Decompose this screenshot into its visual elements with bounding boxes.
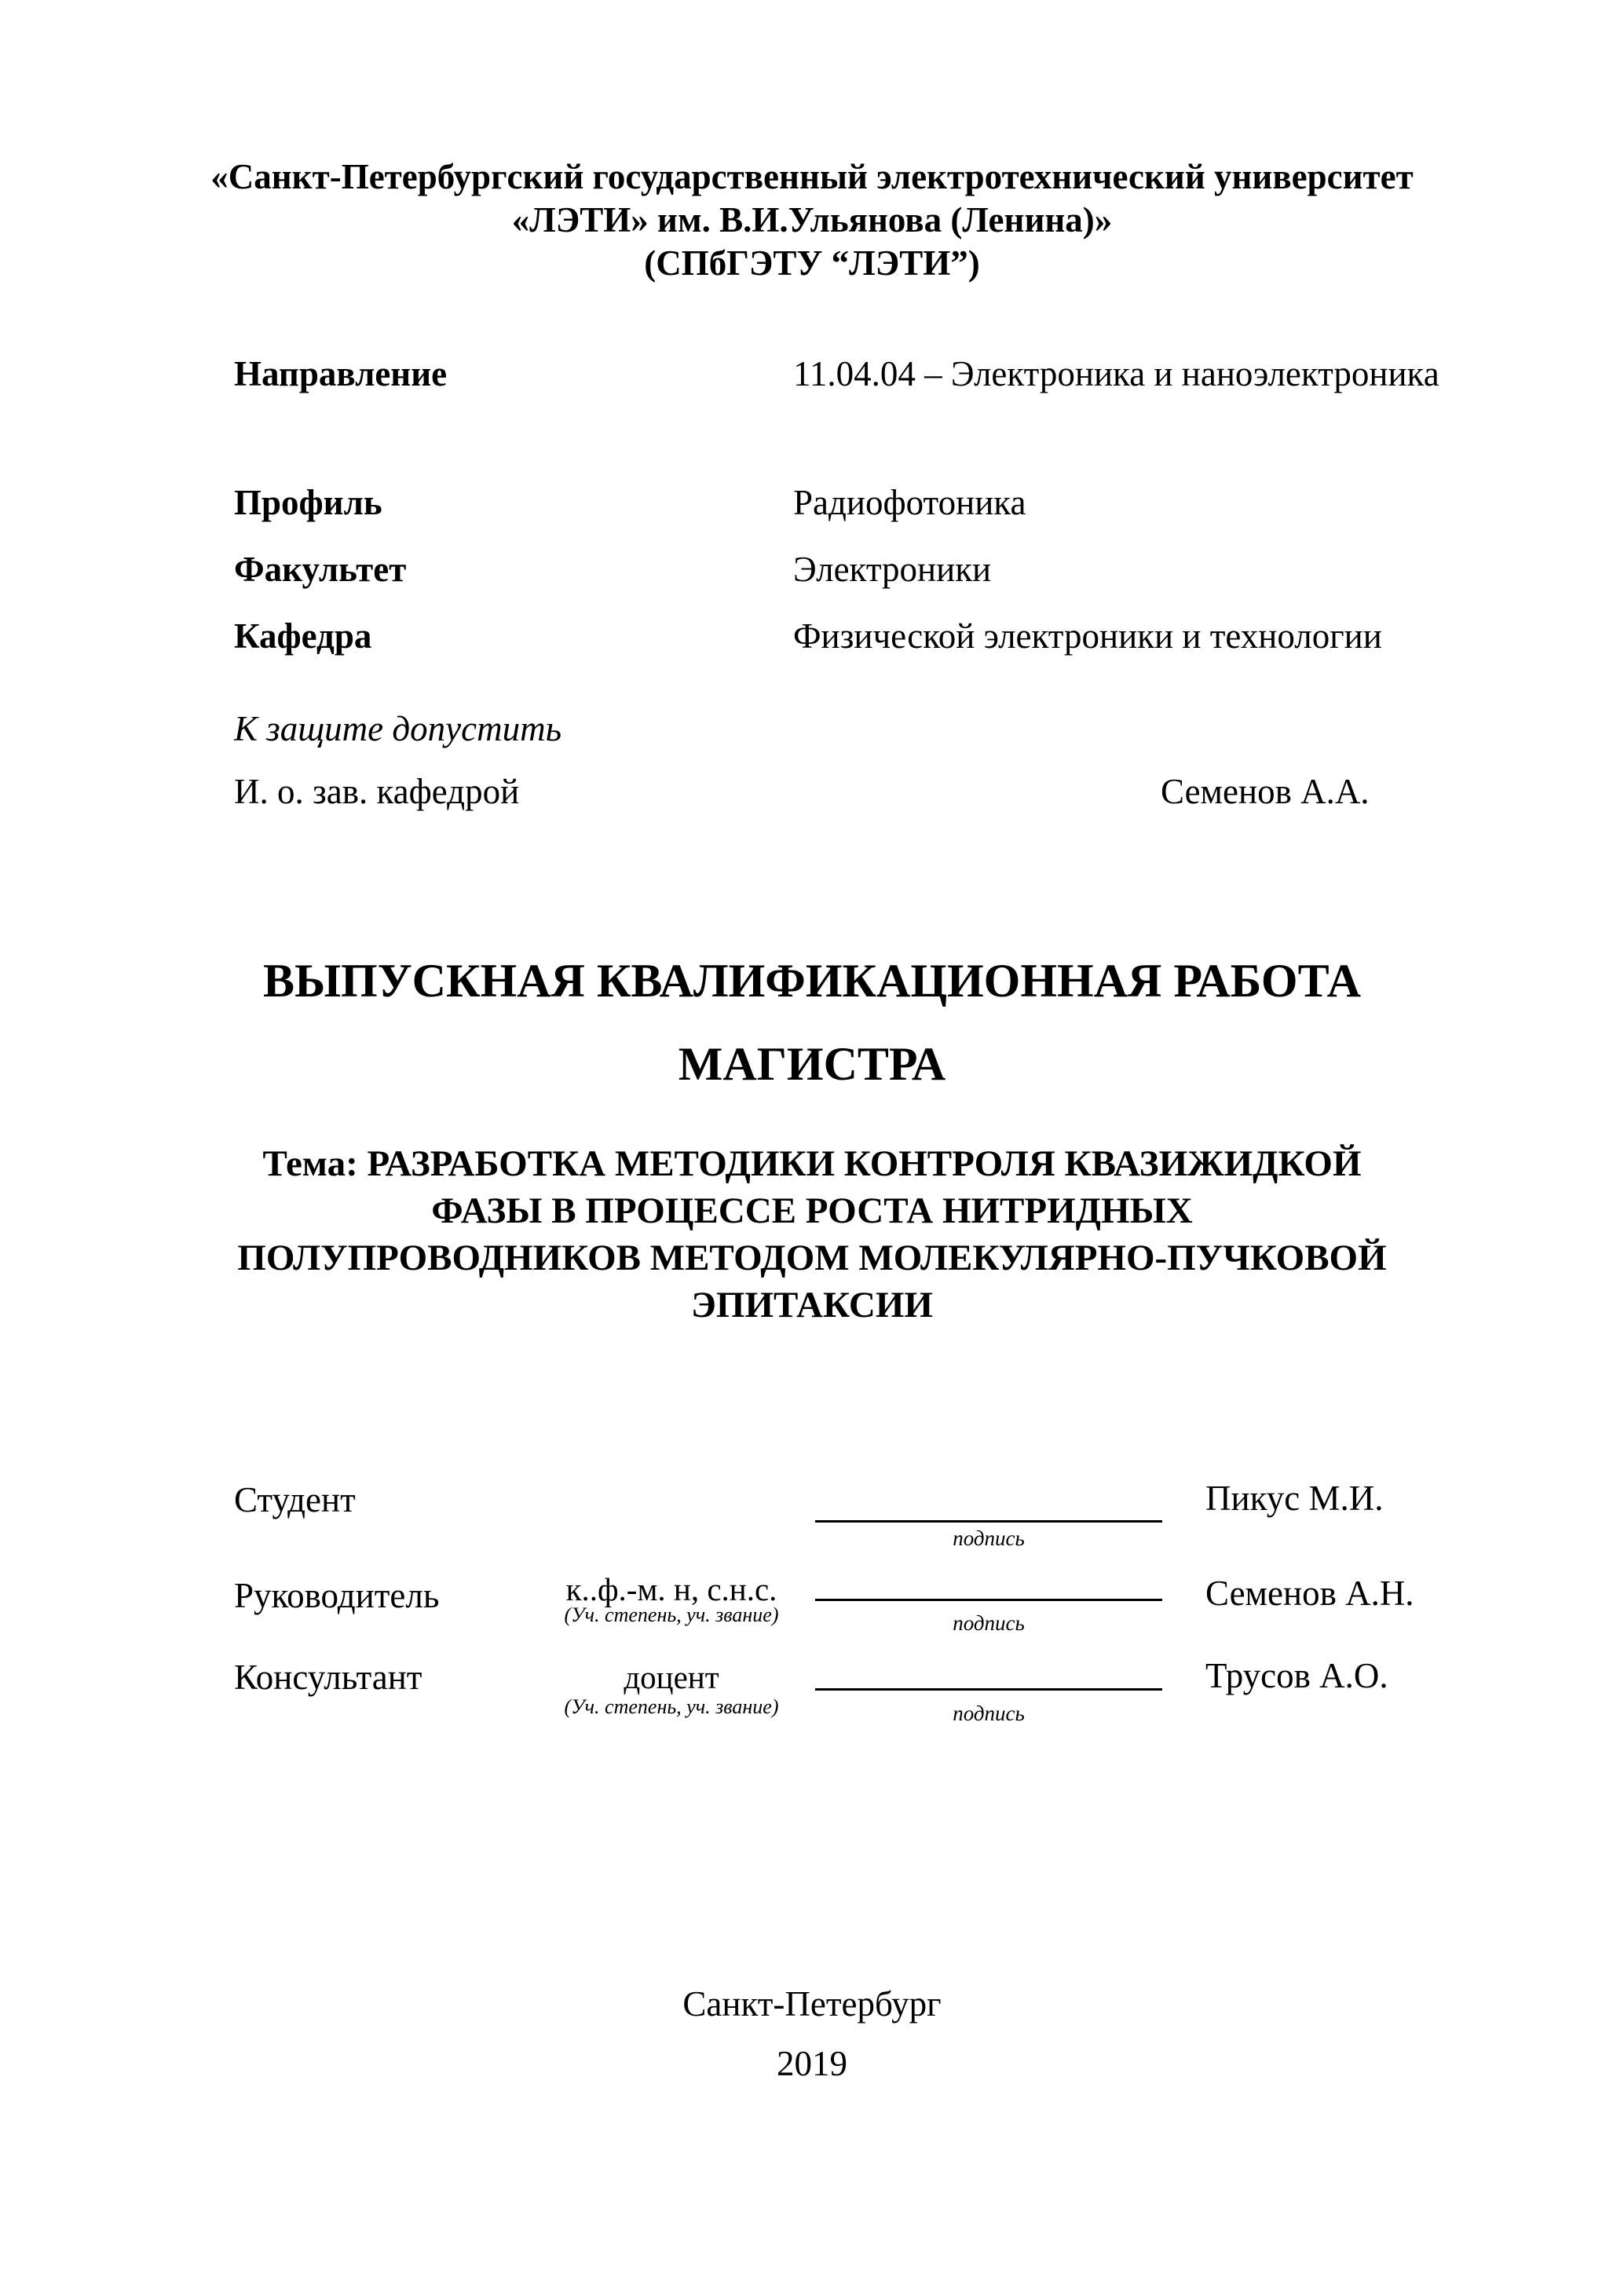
thesis-theme	[0, 1140, 1624, 1329]
theme-line-4: ЭПИТАКСИИ	[691, 1285, 933, 1325]
signature-line	[815, 1570, 1162, 1601]
signature-caption: подпись	[953, 1611, 1025, 1635]
signature-person-name: Трусов А.О.	[1205, 1656, 1388, 1695]
field-row-department	[234, 616, 1522, 656]
work-title-line-2: МАГИСТРА	[678, 1038, 946, 1090]
department-head-name: Семенов А.А.	[1161, 772, 1370, 811]
university-name-line-2: «ЛЭТИ» им. В.И.Ульянова (Ленина)»	[511, 200, 1113, 239]
signature-degree-note: (Уч. степень, уч. звание)	[564, 1695, 779, 1718]
theme-line-3: ПОЛУПРОВОДНИКОВ МЕТОДОМ МОЛЕКУЛЯРНО-ПУЧКОВОЙ	[237, 1238, 1387, 1278]
signature-role-label: Консультант	[234, 1658, 422, 1697]
university-name-line-1: «Санкт-Петербургский государственный электротехнический университет	[210, 157, 1414, 196]
signature-row-consultant	[0, 1653, 1624, 1755]
university-abbreviation: (СПбГЭТУ “ЛЭТИ”)	[644, 243, 980, 283]
field-value-faculty: Электроники	[793, 550, 992, 589]
university-header	[0, 155, 1624, 285]
department-head-label: И. о. зав. кафедрой	[234, 772, 520, 811]
signature-role-label: Студент	[234, 1480, 356, 1519]
field-label-profile: Профиль	[234, 483, 382, 522]
work-title-line-1: ВЫПУСКНАЯ КВАЛИФИКАЦИОННАЯ РАБОТА	[263, 955, 1361, 1007]
theme-line-2: ФАЗЫ В ПРОЦЕССЕ РОСТА НИТРИДНЫХ	[431, 1190, 1193, 1231]
department-head-row	[234, 771, 1522, 812]
signature-role-label: Руководитель	[234, 1576, 440, 1615]
signature-line	[815, 1475, 1162, 1523]
field-label-direction: Направление	[234, 354, 448, 393]
signature-degree: доцент	[624, 1659, 719, 1695]
field-row-faculty	[234, 549, 1522, 590]
theme-line-1: Тема: РАЗРАБОТКА МЕТОДИКИ КОНТРОЛЯ КВАЗИЖИДКОЙ	[262, 1143, 1362, 1184]
field-label-faculty: Факультет	[234, 550, 407, 589]
field-value-profile: Радиофотоника	[793, 483, 1026, 522]
field-label-department: Кафедра	[234, 616, 372, 656]
field-value-direction: 11.04.04 – Электроника и наноэлектроника	[793, 354, 1439, 393]
field-value-department: Физической электроники и технологии	[793, 616, 1382, 656]
signature-person-name: Семенов А.Н.	[1205, 1574, 1414, 1613]
field-row-profile	[234, 482, 1522, 523]
signature-row-student	[0, 1475, 1624, 1577]
signature-degree: к..ф.-м. н, с.н.с.	[565, 1571, 777, 1607]
signature-person-name: Пикус М.И.	[1205, 1479, 1384, 1518]
year-label: 2019	[777, 2044, 847, 2083]
field-row-direction	[234, 353, 1522, 394]
city-label: Санкт-Петербург	[682, 1984, 942, 2024]
signature-caption: подпись	[953, 1702, 1025, 1725]
admission-statement: К защите допустить	[234, 709, 562, 748]
signature-caption: подпись	[953, 1526, 1025, 1550]
signature-degree-note: (Уч. степень, уч. звание)	[564, 1603, 779, 1626]
work-title	[0, 939, 1624, 1106]
signature-line	[815, 1653, 1162, 1691]
